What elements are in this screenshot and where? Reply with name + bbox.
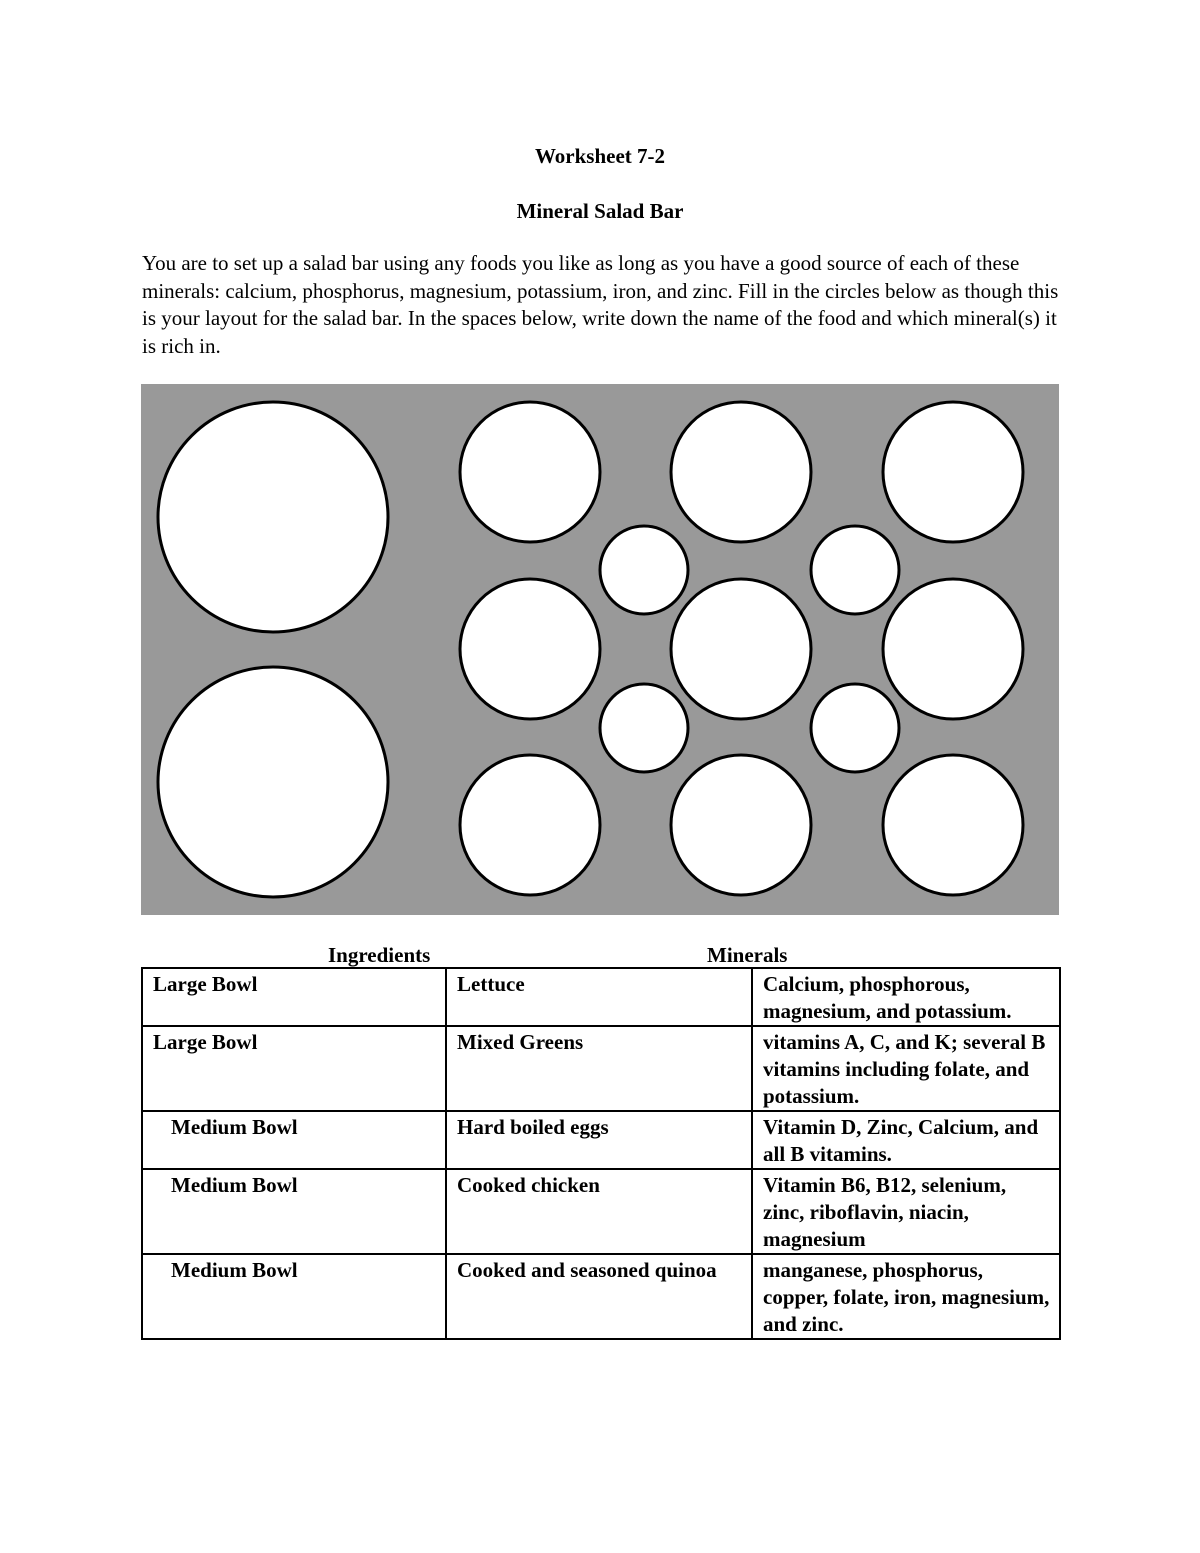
bowl-cell: Medium Bowl bbox=[142, 1169, 446, 1254]
bowl-cell: Large Bowl bbox=[142, 968, 446, 1026]
small-bowl-1[interactable] bbox=[600, 526, 688, 614]
minerals-cell: vitamins A, C, and K; several B vitamins including folate, and potassium. bbox=[752, 1026, 1060, 1111]
bowl-cell: Large Bowl bbox=[142, 1026, 446, 1111]
minerals-cell: Vitamin D, Zinc, Calcium, and all B vitamins. bbox=[752, 1111, 1060, 1169]
medium-bowl-6[interactable] bbox=[883, 579, 1023, 719]
instructions-paragraph: You are to set up a salad bar using any foods you like as long as you have a good source of each of these minerals: calcium, phosphorus, magnesium, potassium, iron, and zinc. Fill in the circles below as though this is your layout for the salad bar. In the spaces below, write down the name of the food and which mineral(s) it is rich in. bbox=[142, 251, 1059, 358]
bowl-cell: Medium Bowl bbox=[142, 1111, 446, 1169]
small-bowl-3[interactable] bbox=[600, 684, 688, 772]
table-row bbox=[142, 1111, 1060, 1169]
minerals-cell: manganese, phosphorus, copper, folate, iron, magnesium, and zinc. bbox=[752, 1254, 1060, 1339]
medium-bowl-2[interactable] bbox=[671, 402, 811, 542]
ingredient-cell: Mixed Greens bbox=[446, 1026, 752, 1111]
medium-bowl-1[interactable] bbox=[460, 402, 600, 542]
table-header-row bbox=[0, 943, 1200, 969]
ingredient-cell: Cooked and seasoned quinoa bbox=[446, 1254, 752, 1339]
medium-bowl-8[interactable] bbox=[671, 755, 811, 895]
large-bowl-1[interactable] bbox=[158, 402, 388, 632]
bowl-cell: Medium Bowl bbox=[142, 1254, 446, 1339]
table-row bbox=[142, 968, 1060, 1026]
medium-bowl-9[interactable] bbox=[883, 755, 1023, 895]
salad-bar-diagram bbox=[141, 384, 1059, 915]
ingredients-table bbox=[141, 967, 1061, 1340]
minerals-cell: Vitamin B6, B12, selenium, zinc, riboflavin, niacin, magnesium bbox=[752, 1169, 1060, 1254]
table-row bbox=[142, 1026, 1060, 1111]
table-row bbox=[142, 1254, 1060, 1339]
medium-bowl-7[interactable] bbox=[460, 755, 600, 895]
ingredient-cell: Lettuce bbox=[446, 968, 752, 1026]
ingredient-cell: Cooked chicken bbox=[446, 1169, 752, 1254]
small-bowl-2[interactable] bbox=[811, 526, 899, 614]
large-bowl-2[interactable] bbox=[158, 667, 388, 897]
ingredients-header: Ingredients bbox=[328, 943, 431, 967]
worksheet-subtitle: Mineral Salad Bar bbox=[516, 199, 684, 223]
medium-bowl-3[interactable] bbox=[883, 402, 1023, 542]
worksheet-title: Worksheet 7-2 bbox=[534, 144, 666, 168]
table-row bbox=[142, 1169, 1060, 1254]
medium-bowl-5[interactable] bbox=[671, 579, 811, 719]
medium-bowl-4[interactable] bbox=[460, 579, 600, 719]
minerals-header: Minerals bbox=[707, 943, 788, 967]
salad-bar-layout bbox=[141, 384, 1059, 915]
minerals-cell: Calcium, phosphorous, magnesium, and potassium. bbox=[752, 968, 1060, 1026]
ingredient-cell: Hard boiled eggs bbox=[446, 1111, 752, 1169]
small-bowl-4[interactable] bbox=[811, 684, 899, 772]
